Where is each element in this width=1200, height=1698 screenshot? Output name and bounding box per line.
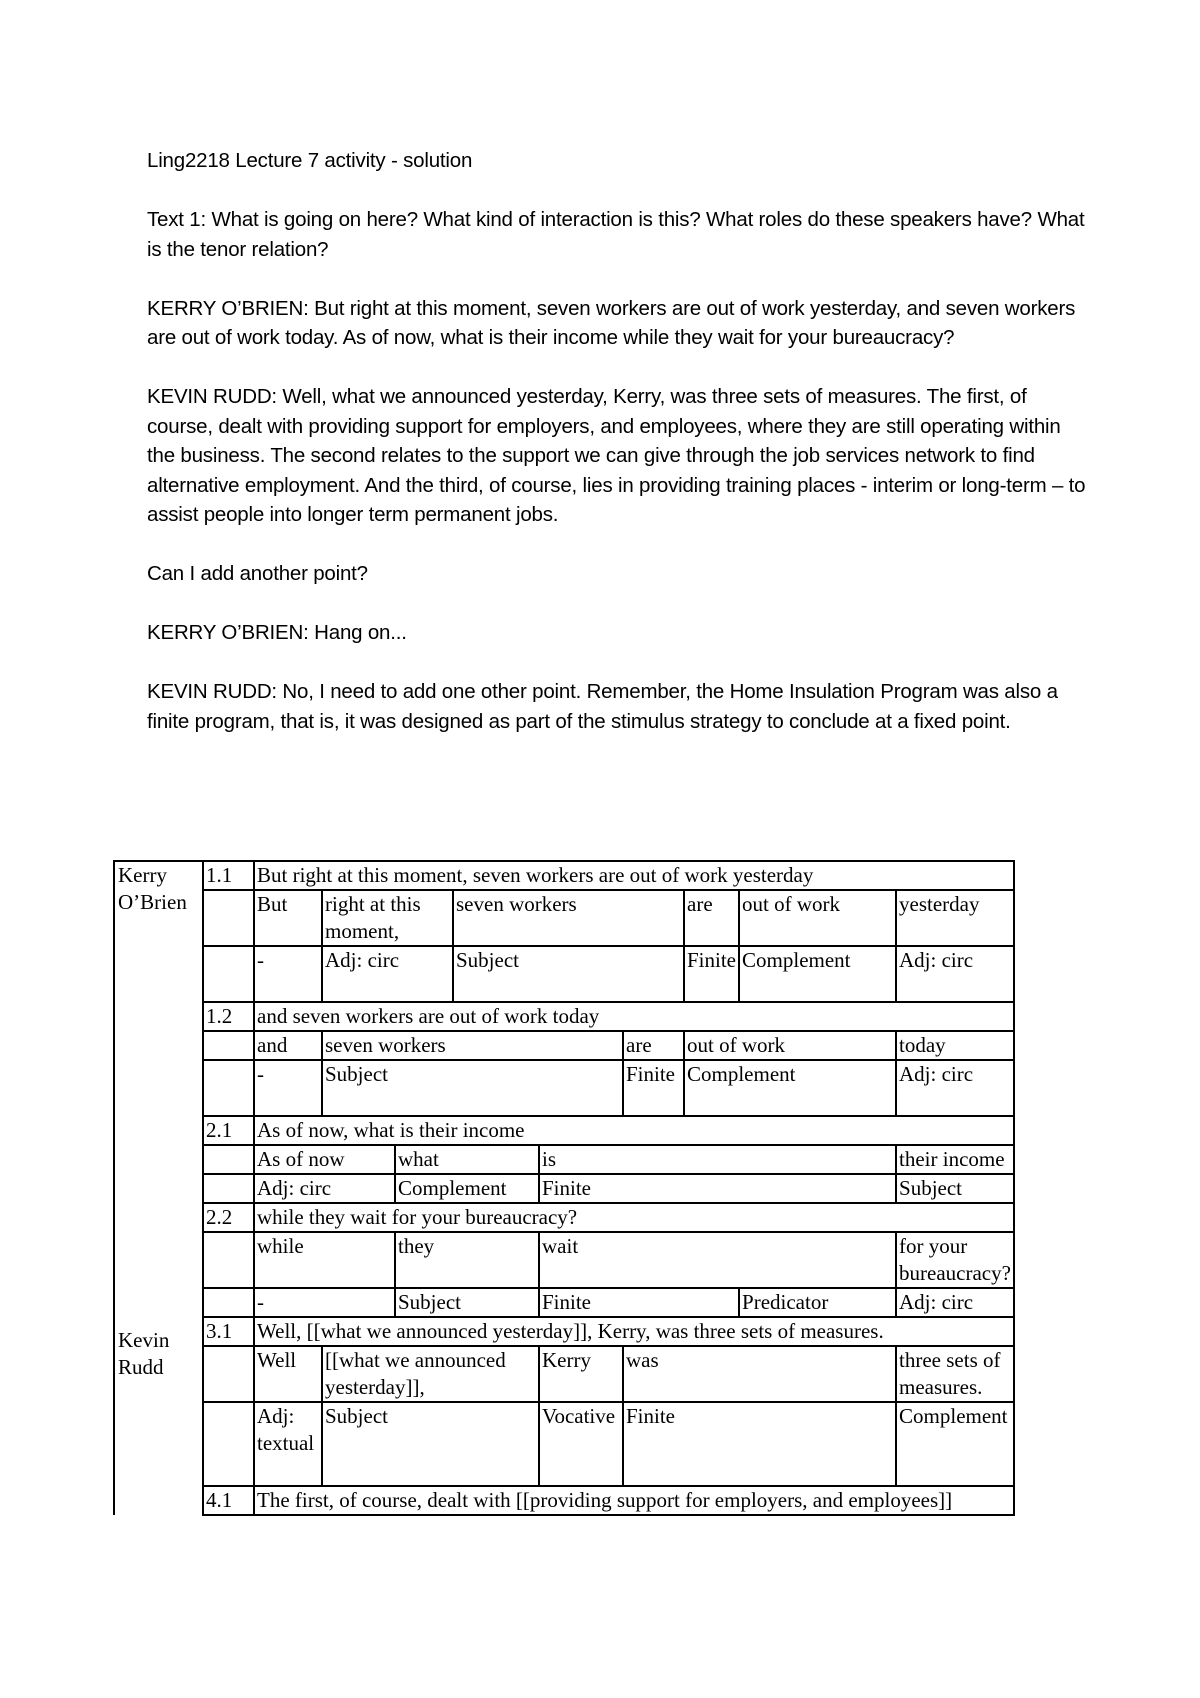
clause-number: 3.1 <box>203 1317 254 1346</box>
word-cell: yesterday <box>896 890 1014 946</box>
clause-number: 2.1 <box>203 1116 254 1145</box>
clause-row <box>114 1002 1014 1031</box>
clause-number: 2.2 <box>203 1203 254 1232</box>
function-cell: - <box>254 1288 395 1317</box>
clause-row <box>114 861 1014 890</box>
empty-cell <box>203 890 254 946</box>
function-cell: Predicator <box>739 1288 896 1317</box>
word-row <box>114 1346 1014 1402</box>
clause-number: 4.1 <box>203 1486 254 1515</box>
word-cell: they <box>395 1232 539 1288</box>
function-cell: Adj: textual <box>254 1402 322 1486</box>
speaker-kerry: Kerry O’Brien <box>118 863 187 914</box>
clause-text: while they wait for your bureaucracy? <box>254 1203 1014 1232</box>
function-row <box>114 946 1014 1002</box>
word-cell: As of now <box>254 1145 395 1174</box>
word-cell: was <box>623 1346 896 1402</box>
function-cell: Subject <box>453 946 684 1002</box>
function-row <box>114 1060 1014 1116</box>
word-cell: for your bureaucracy? <box>896 1232 1014 1288</box>
word-cell: while <box>254 1232 395 1288</box>
word-row <box>114 1031 1014 1060</box>
function-cell: Finite <box>539 1288 739 1317</box>
function-cell: Adj: circ <box>896 946 1014 1002</box>
turn-kerry-2 <box>147 618 1087 648</box>
word-cell: [[what we announced yesterday]], <box>322 1346 539 1402</box>
word-cell: is <box>539 1145 896 1174</box>
speaker-name: KERRY O’BRIEN: <box>147 621 309 644</box>
word-cell: wait <box>539 1232 896 1288</box>
word-cell: seven workers <box>322 1031 623 1060</box>
function-cell: Vocative <box>539 1402 623 1486</box>
empty-cell <box>203 1288 254 1317</box>
empty-cell <box>203 1402 254 1486</box>
clause-analysis-table <box>113 860 1015 1516</box>
turn-text: But right at this moment, seven workers are out of work yesterday, and seven workers are out of work today. As of now, what is their income while they wait for your bureaucracy? <box>147 296 1076 349</box>
clause-row <box>114 1116 1014 1145</box>
function-cell: Finite <box>539 1174 896 1203</box>
activity-prompt: Text 1: What is going on here? What kind of interaction is this? What roles do these speakers have? What is the tenor relation? <box>147 208 1085 261</box>
speaker-name: KEVIN RUDD: <box>147 680 277 703</box>
function-row <box>114 1174 1014 1203</box>
word-cell: right at this moment, <box>322 890 453 946</box>
function-cell: - <box>254 946 322 1002</box>
function-cell: Subject <box>896 1174 1014 1203</box>
word-cell: today <box>896 1031 1014 1060</box>
word-cell: out of work <box>739 890 896 946</box>
speaker-name: KERRY O’BRIEN: <box>147 296 309 320</box>
turn-rudd-2 <box>147 677 1087 736</box>
function-cell: Complement <box>739 946 896 1002</box>
word-cell: out of work <box>684 1031 896 1060</box>
empty-cell <box>203 1174 254 1203</box>
function-cell: Subject <box>322 1060 623 1116</box>
empty-cell <box>203 1232 254 1288</box>
word-cell: what <box>395 1145 539 1174</box>
function-cell: Finite <box>684 946 739 1002</box>
function-cell: Complement <box>684 1060 896 1116</box>
empty-cell <box>203 1145 254 1174</box>
word-cell: But <box>254 890 322 946</box>
clause-text: But right at this moment, seven workers are out of work yesterday <box>254 861 1014 890</box>
empty-cell <box>203 1060 254 1116</box>
document-text <box>147 146 1087 766</box>
function-row <box>114 1402 1014 1486</box>
speaker-rudd: Kevin Rudd <box>118 1328 170 1379</box>
word-cell: Kerry <box>539 1346 623 1402</box>
clause-number: 1.2 <box>203 1002 254 1031</box>
function-cell: Subject <box>395 1288 539 1317</box>
document-heading: Ling2218 Lecture 7 activity - solution <box>147 149 473 172</box>
function-cell: Subject <box>322 1402 539 1486</box>
clause-text: and seven workers are out of work today <box>254 1002 1014 1031</box>
speaker-name: KEVIN RUDD: <box>147 385 277 408</box>
clause-row <box>114 1203 1014 1232</box>
turn-kerry-1 <box>147 294 1087 353</box>
function-cell: Adj: circ <box>254 1174 395 1203</box>
word-cell: three sets of measures. <box>896 1346 1014 1402</box>
turn-text: Well, what we announced yesterday, Kerry, was three sets of measures. The first, of course, dealt with providing support for employers, and employees, where they are still operating within the business. The second relates to the support we can give through the job services network to find alternative employment. And the third, of course, lies in providing training places - interim or long-term – to assist people into longer term permanent jobs. <box>147 385 1086 526</box>
clause-row <box>114 1317 1014 1346</box>
empty-cell <box>203 1031 254 1060</box>
clause-text: Well, [[what we announced yesterday]], Kerry, was three sets of measures. <box>254 1317 1014 1346</box>
clause-text: The first, of course, dealt with [[providing support for employers, and employees]] <box>254 1486 1014 1515</box>
word-row <box>114 890 1014 946</box>
turn-rudd-continued <box>147 559 1087 589</box>
empty-cell <box>203 1346 254 1402</box>
clause-row <box>114 1486 1014 1515</box>
function-cell: Adj: circ <box>322 946 453 1002</box>
word-cell: and <box>254 1031 322 1060</box>
word-cell: are <box>623 1031 684 1060</box>
turn-text: Hang on... <box>308 621 407 644</box>
word-cell: seven workers <box>453 890 684 946</box>
word-cell: Well <box>254 1346 322 1402</box>
function-cell: Adj: circ <box>896 1060 1014 1116</box>
function-cell: Finite <box>623 1060 684 1116</box>
turn-rudd-1 <box>147 382 1087 530</box>
turn-text: Can I add another point? <box>147 562 368 585</box>
clause-number: 1.1 <box>203 861 254 890</box>
empty-cell <box>203 946 254 1002</box>
clause-text: As of now, what is their income <box>254 1116 1014 1145</box>
function-cell: Adj: circ <box>896 1288 1014 1317</box>
function-cell: Finite <box>623 1402 896 1486</box>
turn-text: No, I need to add one other point. Remember, the Home Insulation Program was also a finite program, that is, it was designed as part of the stimulus strategy to conclude at a fixed point. <box>147 680 1058 733</box>
function-cell: - <box>254 1060 322 1116</box>
function-cell: Complement <box>896 1402 1014 1486</box>
function-cell: Complement <box>395 1174 539 1203</box>
word-row <box>114 1232 1014 1288</box>
word-cell: their income <box>896 1145 1014 1174</box>
word-cell: are <box>684 890 739 946</box>
function-row <box>114 1288 1014 1317</box>
word-row <box>114 1145 1014 1174</box>
speaker-column <box>114 861 203 1515</box>
